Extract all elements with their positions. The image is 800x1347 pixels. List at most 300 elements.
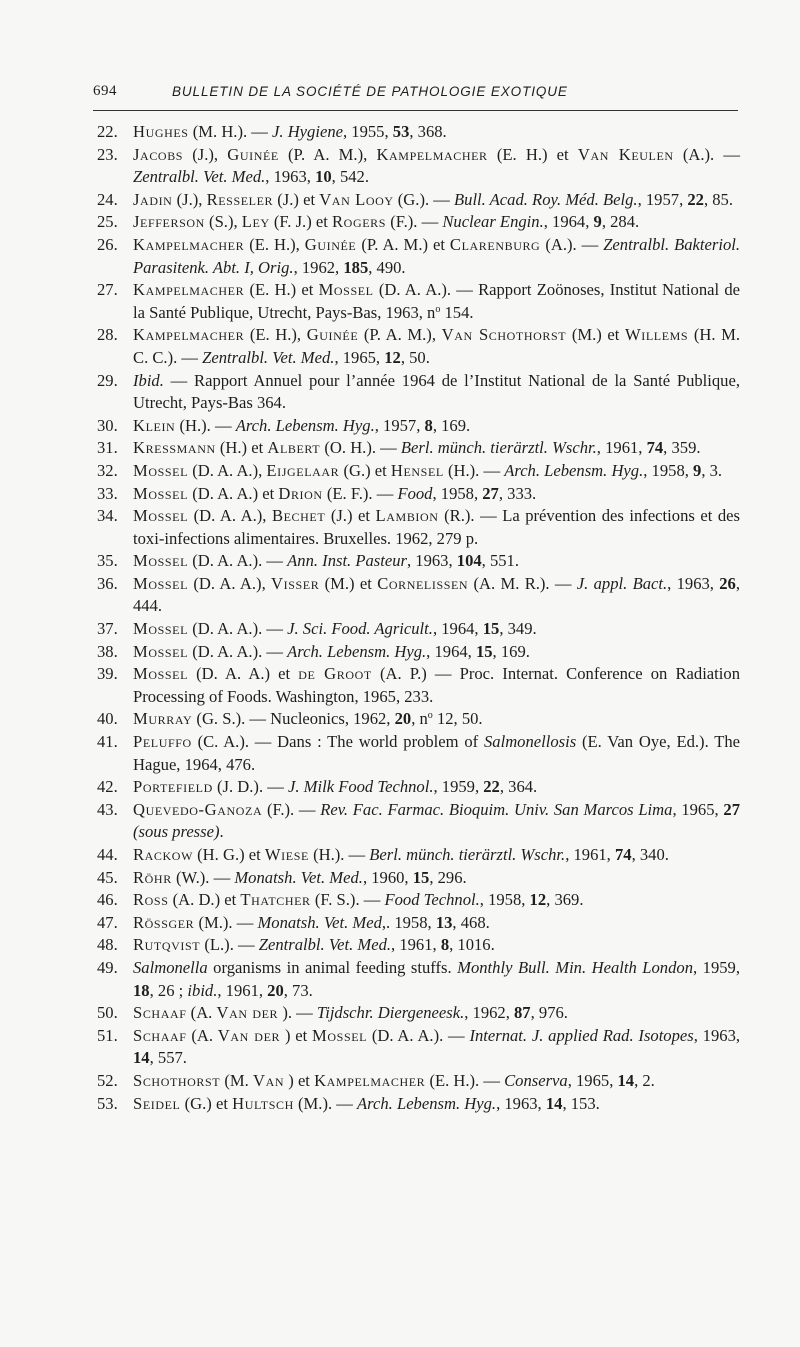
volume-number: 14 — [617, 1070, 635, 1090]
journal-title: Zentralbl. Bakteriol. Parasitenk. Abt. I, Orig. — [133, 234, 740, 277]
reference-text: , 153. — [562, 1093, 600, 1113]
reference-text: (E. H.) et — [249, 280, 319, 300]
volume-number: 14 — [545, 1093, 563, 1113]
reference-entry — [97, 415, 740, 438]
reference-text: organisms in animal feeding stuffs. — [207, 957, 458, 977]
reference-text: , 1963, — [667, 573, 720, 593]
reference-text: (A. D.) et — [172, 890, 241, 910]
reference-entry — [97, 799, 740, 844]
reference-text: , 349. — [499, 619, 537, 639]
author-name: Guinée — [227, 144, 279, 164]
author-name: Schaaf — [133, 1025, 187, 1045]
author-name: Mossel — [133, 573, 189, 593]
volume-number: 27 — [482, 483, 499, 503]
reference-text: , 1964, — [543, 212, 594, 232]
reference-text: , 1963, — [693, 1025, 741, 1045]
reference-text: (H.). — — [179, 415, 236, 435]
journal-title: Salmonellosis — [483, 732, 577, 752]
reference-number: 29. — [97, 370, 118, 390]
reference-text: , 50. — [400, 347, 430, 367]
reference-text: (M.). — — [298, 1093, 358, 1113]
author-name: Schothorst — [133, 1070, 221, 1090]
reference-text: (D. A. A.). — Rapport Zoönoses, Institut National de la Santé Publique, Utrecht, Pays-Bas, 1963, n — [133, 280, 741, 322]
author-name: Mossel — [133, 551, 189, 571]
reference-text: , 340. — [631, 845, 669, 864]
reference-entry — [97, 912, 740, 935]
reference-text: , 976. — [530, 1003, 568, 1023]
journal-title: Monatsh. Vet. Med — [257, 912, 382, 932]
reference-text: , 3. — [701, 460, 723, 480]
author-name: Van Looy — [319, 189, 394, 209]
reference-entry — [97, 324, 740, 369]
author-name: de Groot — [298, 664, 372, 684]
reference-text: (F.). — — [266, 799, 321, 819]
reference-number: 26. — [97, 234, 118, 254]
reference-text: (F.). — — [390, 212, 443, 232]
reference-entry — [97, 1093, 740, 1116]
author-name: Willems — [624, 325, 689, 345]
author-name: Kampelmacher — [133, 280, 245, 300]
journal-title: Zentralbl. Vet. Med. — [258, 935, 392, 955]
journal-title: Food — [397, 483, 433, 503]
reference-text: (J.), — [192, 144, 228, 164]
reference-text: , 468. — [452, 912, 490, 932]
reference-entry — [97, 1070, 740, 1093]
reference-text: , 1963, — [265, 167, 316, 187]
reference-text: , 1962, — [293, 257, 344, 277]
reference-number: 39. — [97, 664, 118, 684]
reference-number: 24. — [97, 189, 118, 209]
author-name: Kampelmacher — [133, 234, 245, 254]
reference-number: 40. — [97, 709, 118, 729]
reference-text: 154. — [440, 302, 474, 322]
reference-text: ). — — [282, 1003, 317, 1023]
journal-title: Berl. münch. tierärztl. Wschr. — [369, 845, 566, 864]
reference-text: (D. A. A.), — [193, 506, 272, 526]
reference-number: 30. — [97, 415, 118, 435]
reference-text: , 444. — [133, 573, 740, 616]
header-rule — [93, 110, 738, 111]
journal-title: Rev. Fac. Farmac. Bioquim. Univ. San Marcos Lima — [320, 799, 673, 819]
reference-entry — [97, 505, 740, 550]
journal-title: Tijdschr. Diergeneesk. — [316, 1003, 465, 1023]
journal-title: Arch. Lebensm. Hyg. — [287, 641, 427, 661]
author-name: Bechet — [271, 506, 326, 526]
reference-text: . — [219, 822, 224, 842]
author-name: Cornelissen — [377, 573, 469, 593]
reference-text: (G.) et — [343, 460, 391, 480]
reference-number: 35. — [97, 551, 118, 571]
journal-title: Salmonella — [133, 957, 208, 977]
reference-number: 49. — [97, 957, 118, 977]
author-name: Rogers — [332, 212, 387, 232]
author-name: Klein — [133, 415, 176, 435]
journal-title: ibid. — [187, 980, 218, 1000]
reference-entry — [97, 211, 740, 234]
author-name: Jadin — [133, 189, 173, 209]
reference-number: 45. — [97, 867, 118, 887]
author-name: Ley — [241, 212, 270, 232]
reference-number: 38. — [97, 641, 118, 661]
author-name: Wiese — [264, 845, 309, 864]
author-name: Van Keulen — [577, 144, 674, 164]
reference-text: (H.) et — [219, 438, 268, 458]
author-name: Ross — [133, 890, 169, 910]
reference-text: (M. H.). — — [192, 122, 273, 141]
reference-entry — [97, 731, 740, 776]
reference-text: (L.). — — [204, 935, 259, 955]
reference-text: (M.) et — [571, 325, 625, 345]
reference-text: , 1959, — [433, 777, 484, 797]
journal-title: Arch. Lebensm. Hyg. — [504, 460, 644, 480]
author-name: Rössger — [133, 912, 195, 932]
reference-number: 36. — [97, 573, 118, 593]
journal-title: Bull. Acad. Roy. Méd. Belg. — [454, 189, 638, 209]
author-name: Mossel — [133, 619, 189, 639]
reference-text: , 1961, — [565, 845, 615, 864]
reference-entry — [97, 370, 740, 415]
reference-entry — [97, 144, 740, 189]
reference-text: (A. P.) — Proc. Internat. Conference on Radiation Processing of Foods. Washington, 1965, 233. — [133, 664, 740, 706]
reference-text: (A. — [191, 1025, 218, 1045]
reference-text: (D. A. A.) et — [196, 664, 299, 684]
author-name: Clarenburg — [449, 234, 541, 254]
reference-text: (E. H.) et — [496, 144, 578, 164]
reference-text: (H.). — — [447, 460, 505, 480]
journal-title: Conserva — [504, 1070, 568, 1090]
author-name: Van Schothorst — [441, 325, 567, 345]
reference-entry — [97, 776, 740, 799]
reference-text: , 296. — [429, 867, 467, 887]
reference-entry — [97, 437, 740, 460]
reference-text: (O. H.). — — [324, 438, 401, 458]
reference-text: (W.). — — [175, 867, 235, 887]
journal-title: Monthly Bull. Min. Health London — [457, 957, 693, 977]
volume-number: 14 — [133, 1048, 150, 1068]
volume-number: 22 — [483, 777, 500, 797]
reference-entry — [97, 641, 740, 664]
author-name: Röhr — [133, 867, 172, 887]
reference-text: (M. — [224, 1070, 253, 1090]
reference-text: , 1963, — [406, 551, 457, 571]
reference-text: (D. A. A.). — — [192, 551, 288, 571]
author-name: Kampelmacher — [133, 325, 245, 345]
reference-number: 33. — [97, 483, 118, 503]
reference-text: , 557. — [149, 1048, 187, 1068]
author-name: Jefferson — [133, 212, 205, 232]
journal-title: Berl. münch. tierärztl. Wschr. — [400, 438, 597, 458]
journal-title: Internat. J. applied Rad. Isotopes — [469, 1025, 694, 1045]
reference-number: 25. — [97, 212, 118, 232]
reference-entry — [97, 708, 740, 731]
reference-text: , 1965, — [567, 1070, 618, 1090]
reference-text: , 1964, — [432, 619, 483, 639]
reference-entry — [97, 663, 740, 708]
reference-text: (F. J.) et — [273, 212, 333, 232]
reference-entry — [97, 234, 740, 279]
reference-text: (J.), — [176, 189, 207, 209]
author-name: Seidel — [133, 1093, 181, 1113]
volume-number: 18 — [133, 980, 150, 1000]
reference-text: , 85. — [703, 189, 733, 209]
volume-number: 15 — [475, 641, 493, 661]
journal-title: Ibid. — [133, 370, 164, 390]
reference-entry — [97, 1025, 740, 1070]
reference-entry — [97, 279, 740, 324]
author-name: Mossel — [133, 664, 189, 684]
reference-entry — [97, 121, 740, 144]
reference-text: , 364. — [499, 777, 538, 797]
reference-number: 23. — [97, 144, 118, 164]
reference-text: ,. 1958, — [381, 912, 436, 932]
reference-text: (H. M. C. C.). — — [133, 325, 740, 367]
volume-number: 10 — [315, 167, 332, 187]
reference-text: (J.) et — [330, 506, 376, 526]
author-name: Van der — [217, 1025, 281, 1045]
journal-title: Food Technol. — [384, 890, 480, 910]
reference-text: (D. A. A.). — — [192, 641, 288, 661]
journal-title: J. appl. Bact. — [576, 573, 668, 593]
reference-entry — [97, 483, 740, 506]
journal-title: J. Hygiene — [272, 122, 343, 141]
reference-text: (G. S.). — Nucleonics, 1962, — [196, 709, 395, 729]
reference-text: ) et — [288, 1070, 315, 1090]
reference-text: (F. S.). — — [314, 890, 385, 910]
reference-text: (E. H.), — [249, 325, 307, 345]
volume-number: 74 — [614, 845, 632, 864]
author-name: Kampelmacher — [376, 144, 488, 164]
reference-text: (G.). — — [397, 189, 455, 209]
reference-text: , 1957, — [637, 189, 688, 209]
volume-number: 13 — [435, 912, 453, 932]
reference-number: 52. — [97, 1070, 118, 1090]
author-name: Mossel — [133, 506, 189, 526]
reference-text: , 26 ; — [149, 980, 188, 1000]
author-name: Hughes — [133, 122, 189, 141]
reference-text: , 551. — [481, 551, 519, 571]
reference-number: 28. — [97, 325, 118, 345]
reference-text: (D. A. A.) et — [192, 483, 279, 503]
author-name: Mossel — [133, 483, 189, 503]
reference-entry — [97, 550, 740, 573]
reference-text: , 359. — [663, 438, 701, 458]
reference-text: (H.). — — [313, 845, 370, 864]
reference-number: 41. — [97, 732, 118, 752]
reference-text: (H. G.) et — [197, 845, 265, 864]
author-name: Jacobs — [133, 144, 184, 164]
volume-number: 74 — [646, 438, 664, 458]
volume-number: 26 — [719, 573, 736, 593]
author-name: Mossel — [133, 460, 189, 480]
reference-text: , 1965, — [334, 347, 385, 367]
reference-number: 22. — [97, 122, 118, 141]
author-name: Mossel — [318, 280, 374, 300]
reference-number: 46. — [97, 890, 118, 910]
reference-number: 31. — [97, 438, 118, 458]
reference-number: 47. — [97, 912, 118, 932]
author-name: Murray — [133, 709, 193, 729]
page-number: 694 — [93, 83, 117, 99]
journal-title: Ann. Inst. Pasteur — [287, 551, 407, 571]
reference-number: 43. — [97, 799, 118, 819]
author-name: Albert — [267, 438, 321, 458]
reference-entry — [97, 867, 740, 890]
author-name: Kressmann — [133, 438, 216, 458]
reference-number: 32. — [97, 460, 118, 480]
reference-text: , 1964, — [426, 641, 476, 661]
reference-text: (D. A. A.). — — [192, 619, 288, 639]
author-name: Guinée — [304, 234, 357, 254]
reference-text: (D. A. A.), — [193, 573, 272, 593]
author-name: Thatcher — [240, 890, 311, 910]
reference-text: , 169. — [432, 415, 471, 435]
reference-number: 51. — [97, 1025, 118, 1045]
author-name: Resseler — [206, 189, 274, 209]
volume-number: 12 — [384, 347, 401, 367]
journal-title: Arch. Lebensm. Hyg. — [357, 1093, 497, 1113]
reference-text: , 368. — [409, 122, 447, 141]
volume-number: 20 — [394, 709, 412, 729]
reference-text: (E. H.). — — [429, 1070, 505, 1090]
reference-number: 53. — [97, 1093, 118, 1113]
reference-text: , 73. — [283, 980, 313, 1000]
reference-entry — [97, 189, 740, 212]
author-name: Portefield — [133, 777, 213, 797]
reference-text: (E. H.), — [249, 234, 305, 254]
reference-text: , 542. — [331, 167, 369, 187]
journal-title: Monatsh. Vet. Med. — [234, 867, 363, 887]
reference-text: , 1958, — [479, 890, 530, 910]
reference-text: , n — [411, 709, 428, 729]
running-title: BULLETIN DE LA SOCIÉTÉ DE PATHOLOGIE EXOTIQUE — [172, 84, 568, 99]
reference-text: , 1960, — [362, 867, 413, 887]
reference-text: , 369. — [546, 890, 584, 910]
reference-text: (A.). — — [682, 144, 740, 164]
reference-text: (S.), — [209, 212, 242, 232]
journal-title: (sous presse) — [133, 822, 220, 842]
reference-text: , 1961, — [391, 935, 441, 955]
reference-text: (M.). — — [198, 912, 258, 932]
reference-text: (J. D.). — — [217, 777, 288, 797]
author-name: Van — [252, 1070, 285, 1090]
reference-text: 12, 50. — [432, 709, 483, 729]
reference-number: 50. — [97, 1003, 118, 1023]
volume-number: 27 — [723, 799, 740, 819]
reference-number: 34. — [97, 506, 118, 526]
reference-text: (M.) et — [324, 573, 378, 593]
reference-text: (P. A. M.), — [363, 325, 442, 345]
reference-text: (P. A. M.), — [288, 144, 377, 164]
reference-entry — [97, 957, 740, 1002]
author-name: Eijgelaar — [266, 460, 340, 480]
reference-number: 48. — [97, 935, 118, 955]
volume-number: 9 — [593, 212, 602, 232]
page-header — [93, 83, 738, 107]
reference-entry — [97, 460, 740, 483]
journal-title: Arch. Lebensm. Hyg. — [235, 415, 375, 435]
author-name: Van der — [216, 1003, 279, 1023]
reference-text: , 169. — [492, 641, 530, 661]
author-name: Rackow — [133, 845, 193, 864]
reference-entry — [97, 1002, 740, 1025]
author-name: Kampelmacher — [314, 1070, 426, 1090]
author-name: Hultsch — [232, 1093, 294, 1113]
volume-number: 53 — [392, 122, 410, 141]
superscript: o — [435, 303, 441, 315]
reference-text: , 1965, — [672, 799, 724, 819]
reference-text: , 1961, — [596, 438, 647, 458]
reference-text: (G.) et — [184, 1093, 233, 1113]
reference-number: 42. — [97, 777, 118, 797]
reference-text: , 2. — [634, 1070, 655, 1090]
volume-number: 8 — [424, 415, 433, 435]
reference-text: , 1958, — [643, 460, 694, 480]
reference-entry — [97, 934, 740, 957]
reference-text: (E. Van Oye, Ed.). The Hague, 1964, 476. — [133, 732, 741, 774]
volume-number: 22 — [687, 189, 704, 209]
reference-text: (A. — [190, 1003, 217, 1023]
reference-text: ) et — [284, 1025, 313, 1045]
author-name: Mossel — [312, 1025, 368, 1045]
author-name: Guinée — [306, 325, 359, 345]
volume-number: 15 — [482, 619, 500, 639]
reference-number: 37. — [97, 619, 118, 639]
reference-text: (J.) et — [277, 189, 320, 209]
reference-number: 27. — [97, 280, 118, 300]
reference-text: (A. M. R.). — — [473, 573, 577, 593]
journal-title: Nuclear Engin. — [442, 212, 544, 232]
author-name: Visser — [271, 573, 320, 593]
author-name: Quevedo-Ganoza — [133, 799, 263, 819]
reference-entry — [97, 618, 740, 641]
reference-text: , 1961, — [217, 980, 268, 1000]
superscript: o — [427, 710, 433, 722]
reference-text: (R.). — La prévention des infections et des toxi-infections alimentaires. Bruxelles. 1962, 279 p. — [133, 506, 740, 548]
reference-text: , 284. — [601, 212, 640, 232]
volume-number: 104 — [456, 551, 482, 571]
reference-text: , 490. — [368, 257, 406, 277]
reference-text: (D. A. A.). — — [371, 1025, 470, 1045]
volume-number: 20 — [267, 980, 284, 1000]
reference-text: (E. F.). — — [326, 483, 398, 503]
volume-number: 12 — [529, 890, 547, 910]
volume-number: 87 — [514, 1003, 531, 1023]
reference-entry — [97, 844, 740, 867]
author-name: Rutqvist — [133, 935, 201, 955]
reference-text: , 1958, — [432, 483, 483, 503]
reference-list — [97, 121, 740, 1115]
reference-text: (P. A. M.) et — [361, 234, 450, 254]
reference-text: — Rapport Annuel pour l’année 1964 de l’Institut National de la Santé Publique, Utrecht, Pays-Bas 364. — [133, 370, 740, 413]
volume-number: 9 — [693, 460, 702, 480]
volume-number: 15 — [412, 867, 430, 887]
reference-text: (A.). — — [545, 234, 604, 254]
volume-number: 8 — [440, 935, 450, 955]
reference-text: , 1962, — [464, 1003, 514, 1023]
author-name: Peluffo — [133, 732, 192, 752]
reference-text: , 333. — [498, 483, 537, 503]
reference-text: , 1957, — [374, 415, 425, 435]
author-name: Schaaf — [133, 1003, 187, 1023]
volume-number: 185 — [343, 257, 369, 277]
reference-text: , 1016. — [449, 935, 495, 955]
journal-title: Zentralbl. Vet. Med. — [133, 167, 266, 187]
reference-text: , 1959, — [693, 957, 740, 977]
reference-entry — [97, 889, 740, 912]
journal-title: J. Sci. Food. Agricult. — [287, 619, 433, 639]
author-name: Lambion — [375, 506, 439, 526]
journal-title: J. Milk Food Technol. — [287, 777, 434, 797]
